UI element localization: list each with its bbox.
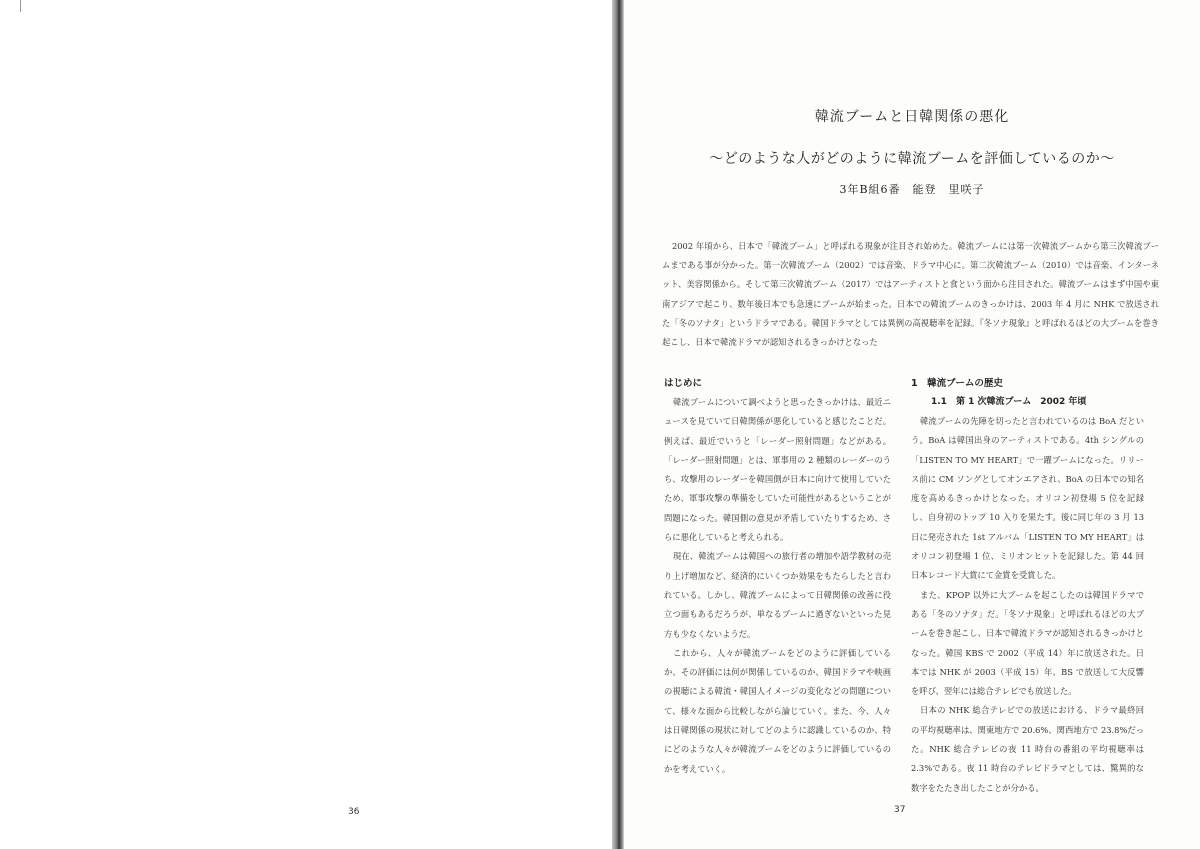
paper-title: 韓流ブームと日韓関係の悪化 [814, 109, 1010, 125]
section1-subheading: 1.1 第 1 次韓流ブーム 2002 年頃 [931, 397, 1087, 407]
author-line: 3年B組6番 能登 里咲子 [839, 183, 985, 196]
section1-paragraph-1: 韓流ブームの先陣を切ったと言われているのは BoA だという。BoA は韓国出身のアーティストである。4th シングルの「LISTEN TO MY HEART」で一躍ブームになった。リリース前に CM ソングとしてオンエアされ、BoA の日本での知名度を高めるきっかけとなった。オリコン初登場 5 位を記録し、自身初のトップ 10 入りを果たす。後に同じ年の 3 月 13 日に発売された 1st アルバム「LISTEN TO MY HEART」はオリコン初登場 1 位、ミリオンヒットを記録した。第 44 回日本レコード大賞にて金賞を受賞した。 [911, 416, 1144, 581]
crop-mark [20, 0, 21, 12]
intro-paragraph-3: これから、人々が韓流ブームをどのように評価しているか、その評価には何が関係しているのか、韓国ドラマや映画の視聴による韓流・韓国人イメージの変化などの問題について、様々な面から比較しながら論じていく。また、今、人々は日韓関係の現状に対してどのように認識しているのか、特にどのような人々が韓流ブームをどのように評価しているのかを考えていく。 [664, 647, 891, 774]
column-right [911, 374, 1144, 798]
intro-paragraph-2: 現在、韓流ブームは韓国への旅行者の増加や語学教材の売り上げ増加など、経済的にいくつか効果をもたらしたと言われている。しかし、韓流ブームによって日韓関係の改善に役立つ面もあるだろうが、単なるブームに過ぎないといった見方も少なくないようだ。 [664, 551, 891, 639]
abstract-text: 2002 年頃から、日本で「韓流ブーム」と呼ばれる現象が注目され始めた。韓流ブームには第一次韓流ブームから第三次韓流ブームまである事が分かった。第一次韓流ブーム（2002）では音楽、ドラマ中心に。第二次韓流ブーム（2010）では音楽、インターネット、美容関係から。そして第三次韓流ブーム（2017）ではアーティストと食という面から注目された。韓流ブームはまず中国や東南アジアで起こり、数年後日本でも急速にブームが始まった。日本での韓流ブームのきっかけは、2003 年 4 月に NHK で放送された「冬のソナタ」というドラマである。韓国ドラマとしては異例の高視聴率を記録。『冬ソナ現象』と呼ばれるほどの大ブームを巻き起こし、日本で韓流ドラマが認知されるきっかけとなった [662, 241, 1159, 348]
section1-paragraph-3: 日本の NHK 総合テレビでの放送における、ドラマ最終回の平均視聴率は、関東地方で 20.6%、関西地方で 23.8%だった。NHK 総合テレビの夜 11 時台の番組の平均視聴率は 2.3%である。夜 11 時台のテレビドラマとしては、驚異的な数字をたたき出したことが分かる。 [911, 705, 1144, 793]
page-number-right: 37 [894, 805, 906, 815]
section1-heading: 1 韓流ブームの歴史 [911, 378, 1003, 389]
intro-heading: はじめに [664, 378, 703, 389]
paper-subtitle: 〜どのような人がどのように韓流ブームを評価しているのか〜 [709, 151, 1115, 167]
page-number-left: 36 [348, 807, 360, 817]
book-spine [612, 0, 624, 849]
intro-paragraph-1: 韓流ブームについて調べようと思ったきっかけは、最近ニュースを見ていて日韓関係が悪化していると感じたことだ。例えば、最近でいうと「レーダー照射問題」などがある。「レーダー照射問題」とは、軍事用の 2 種類のレーダーのうち、攻撃用のレーダーを韓国側が日本に向けて使用していたため、軍事攻撃の準備をしていた可能性があるということが問題になった。韓国側の意見が矛盾していたりするため、さらに悪化していると考えられる。 [664, 397, 891, 543]
section1-paragraph-2: また、KPOP 以外に大ブームを起こしたのは韓国ドラマである「冬のソナタ」だ。「冬ソナ現象」と呼ばれるほどの大ブームを巻き起こし、日本で韓流ドラマが認知されるきっかけとなった。韓国 KBS で 2002（平成 14）年に放送された。日本では NHK が 2003（平成 15）年、BS で放送して大反響を呼び、翌年には総合テレビでも放送した。 [911, 589, 1144, 697]
right-page [624, 0, 1200, 849]
column-left [664, 374, 891, 779]
abstract [662, 237, 1159, 352]
